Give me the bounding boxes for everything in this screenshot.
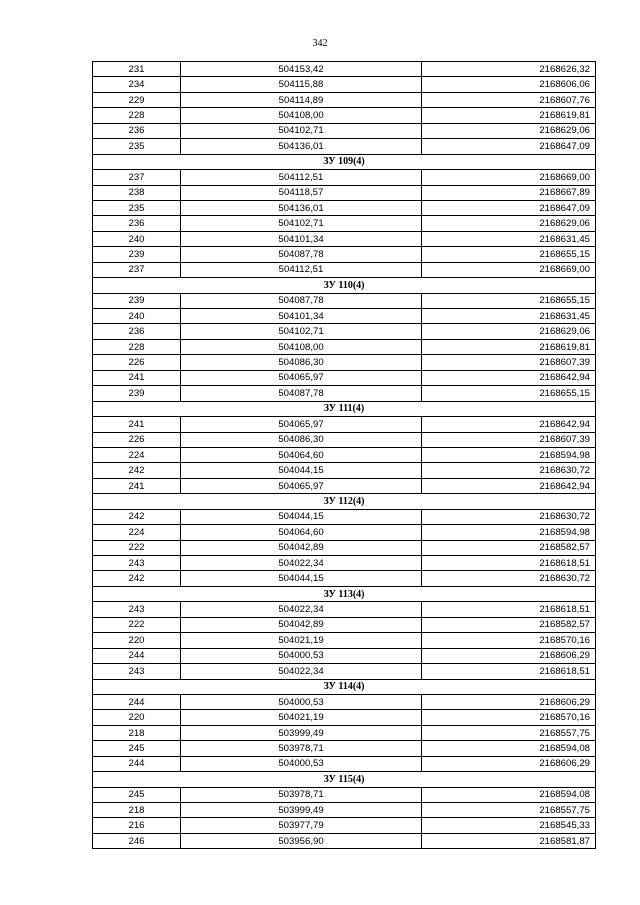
table-row	[93, 803, 596, 818]
point-number-cell: 240	[93, 231, 181, 246]
table-row	[93, 571, 596, 586]
table-row	[93, 818, 596, 833]
section-header-row	[93, 772, 596, 787]
point-number-cell: 236	[93, 324, 181, 339]
section-title: ЗУ 111(4)	[93, 401, 596, 416]
table-row	[93, 741, 596, 756]
table-row	[93, 262, 596, 277]
x-coordinate-cell: 504112,51	[181, 262, 422, 277]
point-number-cell: 229	[93, 92, 181, 107]
y-coordinate-cell: 2168606,29	[422, 648, 596, 663]
table-row	[93, 447, 596, 462]
y-coordinate-cell: 2168655,15	[422, 247, 596, 262]
y-coordinate-cell: 2168607,76	[422, 92, 596, 107]
point-number-cell: 231	[93, 62, 181, 77]
page-number: 342	[312, 38, 328, 49]
x-coordinate-cell: 504044,15	[181, 463, 422, 478]
x-coordinate-cell: 504021,19	[181, 710, 422, 725]
section-title: ЗУ 113(4)	[93, 586, 596, 601]
point-number-cell: 242	[93, 463, 181, 478]
section-header-row	[93, 401, 596, 416]
x-coordinate-cell: 503977,79	[181, 818, 422, 833]
x-coordinate-cell: 504087,78	[181, 386, 422, 401]
point-number-cell: 222	[93, 617, 181, 632]
y-coordinate-cell: 2168607,39	[422, 355, 596, 370]
table-row	[93, 664, 596, 679]
section-title: ЗУ 110(4)	[93, 278, 596, 293]
table-row	[93, 339, 596, 354]
x-coordinate-cell: 504086,30	[181, 355, 422, 370]
table-row	[93, 756, 596, 771]
x-coordinate-cell: 504101,34	[181, 309, 422, 324]
table-row	[93, 386, 596, 401]
table-row	[93, 200, 596, 215]
point-number-cell: 242	[93, 571, 181, 586]
table-row	[93, 432, 596, 447]
y-coordinate-cell: 2168618,51	[422, 556, 596, 571]
table-row	[93, 185, 596, 200]
x-coordinate-cell: 504044,15	[181, 509, 422, 524]
x-coordinate-cell: 504102,71	[181, 324, 422, 339]
table-row	[93, 123, 596, 138]
x-coordinate-cell: 504000,53	[181, 694, 422, 709]
y-coordinate-cell: 2168582,57	[422, 540, 596, 555]
section-header-row	[93, 278, 596, 293]
section-header-row	[93, 494, 596, 509]
table-row	[93, 509, 596, 524]
y-coordinate-cell: 2168631,45	[422, 309, 596, 324]
point-number-cell: 244	[93, 694, 181, 709]
y-coordinate-cell: 2168630,72	[422, 571, 596, 586]
point-number-cell: 244	[93, 756, 181, 771]
x-coordinate-cell: 504136,01	[181, 200, 422, 215]
y-coordinate-cell: 2168618,51	[422, 602, 596, 617]
point-number-cell: 237	[93, 262, 181, 277]
point-number-cell: 216	[93, 818, 181, 833]
y-coordinate-cell: 2168630,72	[422, 509, 596, 524]
x-coordinate-cell: 504042,89	[181, 540, 422, 555]
y-coordinate-cell: 2168626,32	[422, 62, 596, 77]
y-coordinate-cell: 2168582,57	[422, 617, 596, 632]
point-number-cell: 244	[93, 648, 181, 663]
point-number-cell: 241	[93, 370, 181, 385]
section-title: ЗУ 114(4)	[93, 679, 596, 694]
point-number-cell: 226	[93, 432, 181, 447]
y-coordinate-cell: 2168619,81	[422, 339, 596, 354]
point-number-cell: 218	[93, 725, 181, 740]
point-number-cell: 245	[93, 787, 181, 802]
x-coordinate-cell: 504042,89	[181, 617, 422, 632]
table-row	[93, 633, 596, 648]
table-row	[93, 370, 596, 385]
y-coordinate-cell: 2168667,89	[422, 185, 596, 200]
y-coordinate-cell: 2168655,15	[422, 293, 596, 308]
y-coordinate-cell: 2168581,87	[422, 833, 596, 848]
table-row	[93, 710, 596, 725]
y-coordinate-cell: 2168594,08	[422, 787, 596, 802]
y-coordinate-cell: 2168607,39	[422, 432, 596, 447]
point-number-cell: 224	[93, 447, 181, 462]
y-coordinate-cell: 2168594,98	[422, 525, 596, 540]
table-row	[93, 540, 596, 555]
point-number-cell: 228	[93, 339, 181, 354]
x-coordinate-cell: 504022,34	[181, 556, 422, 571]
y-coordinate-cell: 2168631,45	[422, 231, 596, 246]
table-row	[93, 77, 596, 92]
y-coordinate-cell: 2168606,29	[422, 694, 596, 709]
x-coordinate-cell: 504112,51	[181, 170, 422, 185]
point-number-cell: 241	[93, 417, 181, 432]
point-number-cell: 240	[93, 309, 181, 324]
y-coordinate-cell: 2168642,94	[422, 370, 596, 385]
x-coordinate-cell: 504101,34	[181, 231, 422, 246]
table-row	[93, 216, 596, 231]
x-coordinate-cell: 504064,60	[181, 525, 422, 540]
x-coordinate-cell: 504000,53	[181, 756, 422, 771]
table-row	[93, 139, 596, 154]
x-coordinate-cell: 503999,49	[181, 803, 422, 818]
x-coordinate-cell: 504087,78	[181, 293, 422, 308]
table-row	[93, 170, 596, 185]
y-coordinate-cell: 2168647,09	[422, 139, 596, 154]
y-coordinate-cell: 2168594,98	[422, 447, 596, 462]
coordinates-table	[92, 61, 596, 849]
x-coordinate-cell: 504102,71	[181, 216, 422, 231]
x-coordinate-cell: 504114,89	[181, 92, 422, 107]
point-number-cell: 220	[93, 633, 181, 648]
point-number-cell: 226	[93, 355, 181, 370]
y-coordinate-cell: 2168594,08	[422, 741, 596, 756]
point-number-cell: 237	[93, 170, 181, 185]
x-coordinate-cell: 504000,53	[181, 648, 422, 663]
x-coordinate-cell: 504108,00	[181, 339, 422, 354]
point-number-cell: 241	[93, 478, 181, 493]
table-row	[93, 463, 596, 478]
y-coordinate-cell: 2168669,00	[422, 262, 596, 277]
section-title: ЗУ 109(4)	[93, 154, 596, 169]
table-row	[93, 355, 596, 370]
x-coordinate-cell: 504136,01	[181, 139, 422, 154]
x-coordinate-cell: 503999,49	[181, 725, 422, 740]
y-coordinate-cell: 2168618,51	[422, 664, 596, 679]
y-coordinate-cell: 2168655,15	[422, 386, 596, 401]
table-row	[93, 108, 596, 123]
y-coordinate-cell: 2168629,06	[422, 324, 596, 339]
y-coordinate-cell: 2168642,94	[422, 478, 596, 493]
section-title: ЗУ 115(4)	[93, 772, 596, 787]
table-row	[93, 62, 596, 77]
x-coordinate-cell: 504022,34	[181, 602, 422, 617]
y-coordinate-cell: 2168606,06	[422, 77, 596, 92]
table-row	[93, 725, 596, 740]
y-coordinate-cell: 2168647,09	[422, 200, 596, 215]
table-row	[93, 324, 596, 339]
table-row	[93, 694, 596, 709]
section-header-row	[93, 679, 596, 694]
point-number-cell: 239	[93, 247, 181, 262]
y-coordinate-cell: 2168629,06	[422, 216, 596, 231]
x-coordinate-cell: 504044,15	[181, 571, 422, 586]
point-number-cell: 239	[93, 293, 181, 308]
point-number-cell: 239	[93, 386, 181, 401]
x-coordinate-cell: 504022,34	[181, 664, 422, 679]
x-coordinate-cell: 504065,97	[181, 417, 422, 432]
section-header-row	[93, 154, 596, 169]
y-coordinate-cell: 2168630,72	[422, 463, 596, 478]
table-row	[93, 602, 596, 617]
point-number-cell: 234	[93, 77, 181, 92]
table-row	[93, 247, 596, 262]
table-row	[93, 231, 596, 246]
y-coordinate-cell: 2168629,06	[422, 123, 596, 138]
x-coordinate-cell: 504102,71	[181, 123, 422, 138]
y-coordinate-cell: 2168619,81	[422, 108, 596, 123]
table-row	[93, 556, 596, 571]
section-header-row	[93, 586, 596, 601]
x-coordinate-cell: 503956,90	[181, 833, 422, 848]
point-number-cell: 224	[93, 525, 181, 540]
table-row	[93, 787, 596, 802]
table-row	[93, 617, 596, 632]
x-coordinate-cell: 504086,30	[181, 432, 422, 447]
x-coordinate-cell: 504087,78	[181, 247, 422, 262]
table-row	[93, 648, 596, 663]
point-number-cell: 243	[93, 664, 181, 679]
x-coordinate-cell: 504064,60	[181, 447, 422, 462]
x-coordinate-cell: 504118,57	[181, 185, 422, 200]
point-number-cell: 236	[93, 216, 181, 231]
table-row	[93, 525, 596, 540]
x-coordinate-cell: 504115,88	[181, 77, 422, 92]
y-coordinate-cell: 2168606,29	[422, 756, 596, 771]
x-coordinate-cell: 504065,97	[181, 370, 422, 385]
x-coordinate-cell: 504021,19	[181, 633, 422, 648]
x-coordinate-cell: 504153,42	[181, 62, 422, 77]
x-coordinate-cell: 503978,71	[181, 741, 422, 756]
point-number-cell: 243	[93, 556, 181, 571]
y-coordinate-cell: 2168642,94	[422, 417, 596, 432]
table-row	[93, 478, 596, 493]
point-number-cell: 218	[93, 803, 181, 818]
point-number-cell: 235	[93, 139, 181, 154]
point-number-cell: 242	[93, 509, 181, 524]
point-number-cell: 222	[93, 540, 181, 555]
table-row	[93, 833, 596, 848]
point-number-cell: 228	[93, 108, 181, 123]
y-coordinate-cell: 2168570,16	[422, 710, 596, 725]
x-coordinate-cell: 503978,71	[181, 787, 422, 802]
y-coordinate-cell: 2168570,16	[422, 633, 596, 648]
point-number-cell: 220	[93, 710, 181, 725]
table-row	[93, 309, 596, 324]
point-number-cell: 245	[93, 741, 181, 756]
x-coordinate-cell: 504065,97	[181, 478, 422, 493]
y-coordinate-cell: 2168557,75	[422, 803, 596, 818]
table-row	[93, 92, 596, 107]
section-title: ЗУ 112(4)	[93, 494, 596, 509]
table-row	[93, 293, 596, 308]
point-number-cell: 238	[93, 185, 181, 200]
point-number-cell: 236	[93, 123, 181, 138]
point-number-cell: 246	[93, 833, 181, 848]
table-row	[93, 417, 596, 432]
point-number-cell: 235	[93, 200, 181, 215]
y-coordinate-cell: 2168669,00	[422, 170, 596, 185]
coordinates-table-body	[93, 62, 596, 849]
x-coordinate-cell: 504108,00	[181, 108, 422, 123]
point-number-cell: 243	[93, 602, 181, 617]
y-coordinate-cell: 2168545,33	[422, 818, 596, 833]
y-coordinate-cell: 2168557,75	[422, 725, 596, 740]
